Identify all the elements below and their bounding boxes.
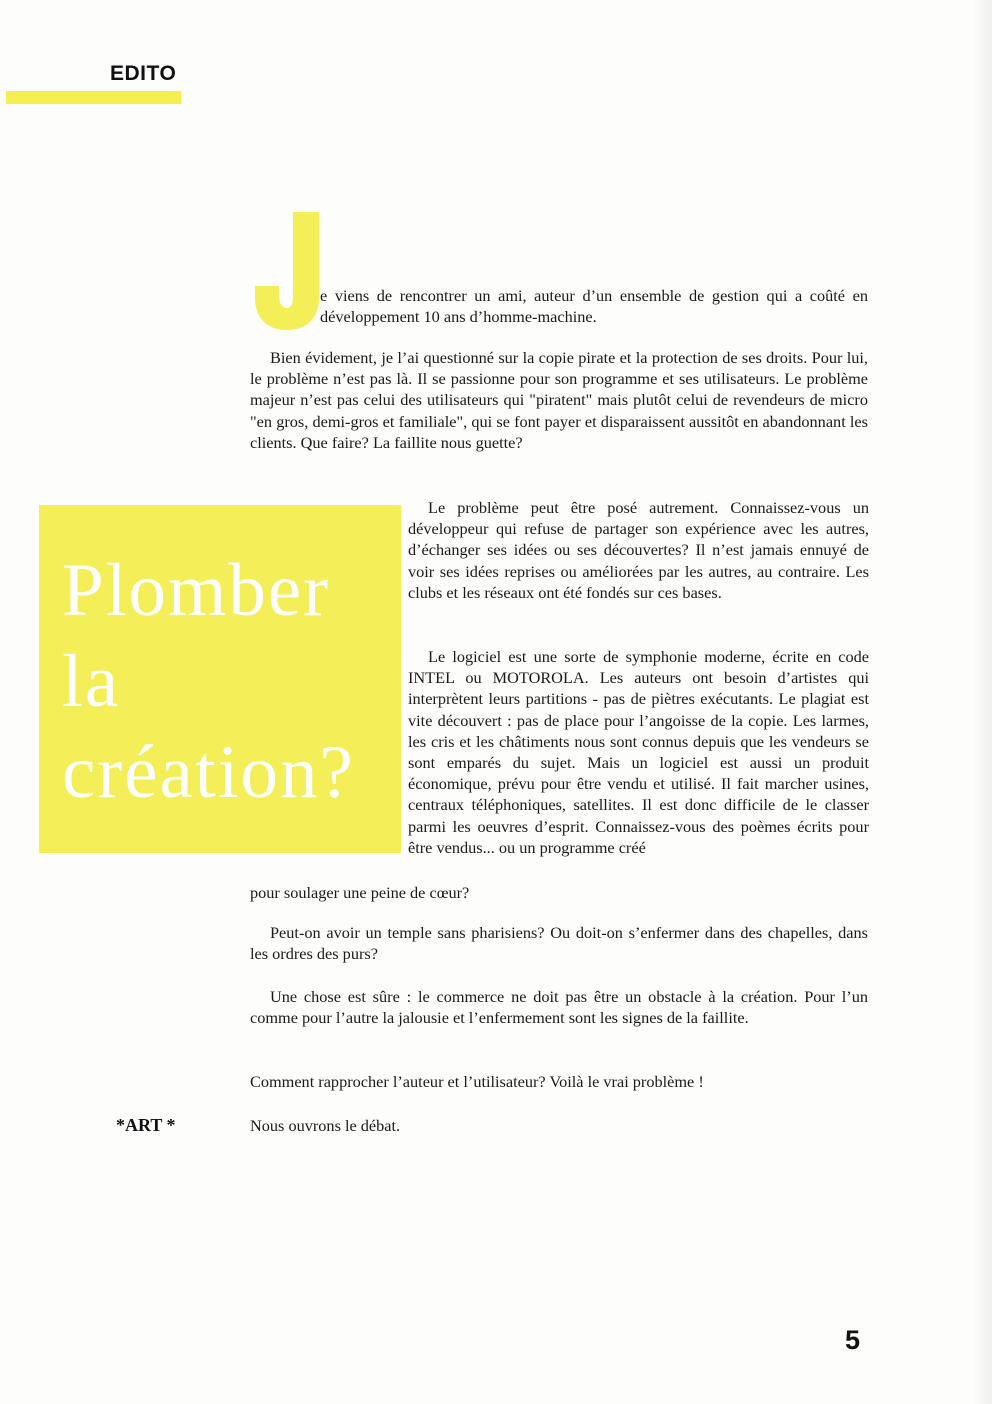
pull-quote-text [62, 545, 402, 818]
section-label: EDITO [110, 62, 177, 85]
pull-quote-line-1: Plomber [62, 549, 331, 632]
pull-quote-line-2: la [62, 640, 121, 723]
paragraph-2-text: Bien évidement, je l’ai questionné sur la copie pirate et la protection de ses droits. Pour lui, le problème n’est pas là. Il se passionne pour son programme et ses utilisateurs. Le problème majeur n’est pas celui des utilisateurs qui "piratent" mais plutôt celui de revendeurs de micro "en gros, demi-gros et familiale", qui se font payer et disparaissent aussitôt en abandonnant les clients. Que faire? La faillite nous guette? [250, 348, 868, 452]
article-paragraph-3 [408, 497, 869, 603]
page-number: 5 [845, 1325, 861, 1355]
article-paragraph-7: Comment rapprocher l’auteur et l’utilisateur? Voilà le vrai problème ! [250, 1072, 704, 1091]
paragraph-6-text: Une chose est sûre : le commerce ne doit pas être un obstacle à la création. Pour l’un comme pour l’autre la jalousie et l’enfermement sont les signes de la faillite. [250, 987, 868, 1028]
page-edge-shadow [972, 0, 992, 1404]
article-paragraph-4-tail: pour soulager une peine de cœur? [250, 883, 470, 902]
paragraph-5-text: Peut-on avoir un temple sans pharisiens? Ou doit-on s’enfermer dans des chapelles, dans les ordres des purs? [250, 923, 868, 964]
dropcap-j [255, 212, 319, 330]
article-paragraph-5 [250, 922, 868, 964]
article-paragraph-6 [250, 986, 868, 1028]
article-paragraph-4 [408, 646, 869, 858]
paragraph-4-text: Le logiciel est une sorte de symphonie moderne, écrite en code INTEL ou MOTOROLA. Les auteurs ont besoin d’artistes qui interprètent leurs partitions - pas de piètres exécutants. Le plagiat est vite découvert : pas de place pour l’angoisse de la copie. Les larmes, les cris et les châtiments nous sont connus depuis que les vendeurs se sont emparés du sujet. Mais un logiciel est aussi un produit économique, prévu pour être vendu et utilisé. Il fait marcher usines, centraux téléphoniques, satellites. Il est donc difficile de le classer parmi les oeuvres d’esprit. Connaissez-vous des poèmes écrits pour être vendus... ou un programme créé [408, 647, 869, 857]
author-signature: *ART * [116, 1115, 176, 1135]
section-underline-bar [6, 91, 181, 104]
article-paragraph-1: e viens de rencontrer un ami, auteur d’un ensemble de gestion qui a coûté en développement 10 ans d’homme-machine. [320, 286, 868, 327]
paragraph-3-text: Le problème peut être posé autrement. Connaissez-vous un développeur qui refuse de partager son expérience avec les autres, d’échanger ses idées ou ses découvertes? Il n’est jamais ennuyé de voir ses idées reprises ou améliorées par les autres, au contraire. Les clubs et les réseaux ont été fondés sur ces bases. [408, 498, 869, 602]
article-paragraph-2 [250, 347, 868, 453]
pull-quote-line-3: création? [62, 731, 355, 814]
article-paragraph-8: Nous ouvrons le débat. [250, 1116, 401, 1135]
